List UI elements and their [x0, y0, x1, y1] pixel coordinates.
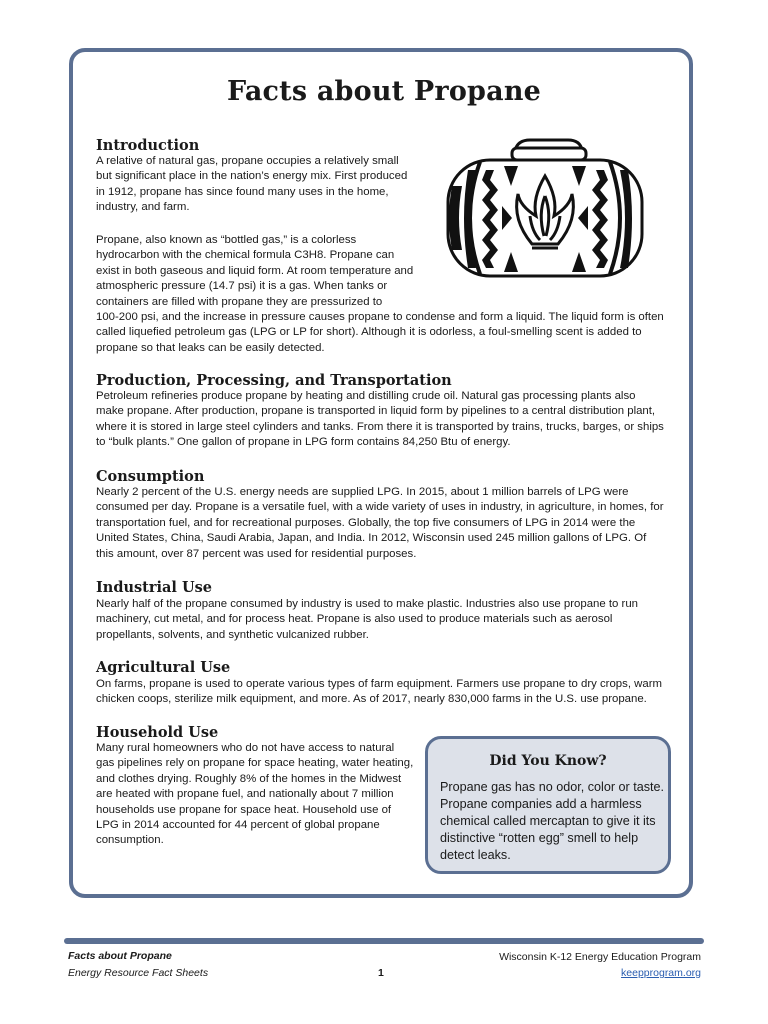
production-heading: Production, Processing, and Transportation	[96, 372, 452, 389]
agricultural-text: On farms, propane is used to operate various types of farm equipment. Farmers use propane to dry crops, warm chicken coops, sterilize milk equipment, and more. As of 2017, nearly 830,000 farms in the U.S. use propane.	[96, 678, 662, 706]
industrial-text: Nearly half of the propane consumed by industry is used to make plastic. Industries also use propane to run machinery, cut metal, and for process heat. Propane is also used to produce materials such as aerosol propellants, solvents, and synthetic vulcanized rubber.	[96, 598, 638, 641]
page-title: Facts about Propane	[226, 76, 542, 107]
propane-tank-icon	[440, 136, 650, 286]
production-text: Petroleum refineries produce propane by heating and distilling crude oil. Natural gas processing plants also make propane. After production, propane is transported in liquid form by pipelines to a central distribution plant, where it is stored in large steel cylinders and tanks. From there it is transported by trains, trucks, barges, or ships to “bulk plants.” One gallon of propane in LPG form contains 84,250 Btu of energy.	[96, 390, 664, 449]
footer-link[interactable]: keepprogram.org	[621, 967, 701, 979]
intro-paragraph-2: Propane, also known as “bottled gas,” is a colorless hydrocarbon with the chemical formula C3H8. Propane can exist in both gaseous and liquid form. At room temperature and atmospheric pressure (14.7 psi) it is a gas. When tanks or containers are filled with propane they are pressurized to	[96, 234, 414, 308]
footer-series: Energy Resource Fact Sheets	[68, 967, 209, 979]
footer-doc-title: Facts about Propane	[68, 950, 172, 962]
intro-heading: Introduction	[96, 137, 200, 154]
industrial-heading: Industrial Use	[96, 579, 212, 596]
consumption-text: Nearly 2 percent of the U.S. energy needs are supplied LPG. In 2015, about 1 million barrels of LPG were consumed per day. Propane is a versatile fuel, with a wide variety of uses in industry, in agriculture, in homes, for transportation fuel, and for recreational purposes. Globally, the top five consumers of LPG in 2014 were the United States, China, Saudi Arabia, Japan, and India. In 2012, Wisconsin used 245 million gallons of LPG. Of this amount, over 87 percent was used for residential purposes.	[96, 486, 664, 560]
did-you-know-title: Did You Know?	[489, 753, 607, 769]
footer-divider	[64, 938, 704, 944]
did-you-know-box	[425, 736, 671, 874]
consumption-heading: Consumption	[96, 468, 205, 485]
intro-paragraph-1: A relative of natural gas, propane occupies a relatively small but significant place in the nation’s energy mix. First produced in 1912, propane has since found many uses in the home, industry, and farm.	[96, 155, 408, 214]
intro-paragraph-3: 100-200 psi, and the increase in pressure causes propane to condense and form a liquid. The liquid form is often called liquefied petroleum gas (LPG or LP for short). Although it is odorless, a foul-smelling scent is added to propane so that leaks can be easily detected.	[96, 311, 664, 354]
household-heading: Household Use	[96, 724, 219, 741]
footer-program: Wisconsin K-12 Energy Education Program	[499, 951, 701, 963]
household-text: Many rural homeowners who do not have access to natural gas pipelines rely on propane for space heating, water heating, and clothes drying. Roughly 8% of the homes in the Midwest are heated with propane fuel, and nationally about 7 million households use propane for space heat. Household use of LPG in 2014 accounted for 44 percent of global propane consumption.	[96, 742, 414, 847]
did-you-know-text: Propane gas has no odor, color or taste. Propane companies add a harmless chemical called mercaptan to give it its distinctive “rotten egg” smell to help detect leaks.	[440, 780, 665, 862]
agricultural-heading: Agricultural Use	[96, 659, 231, 676]
page-number: 1	[378, 967, 384, 979]
